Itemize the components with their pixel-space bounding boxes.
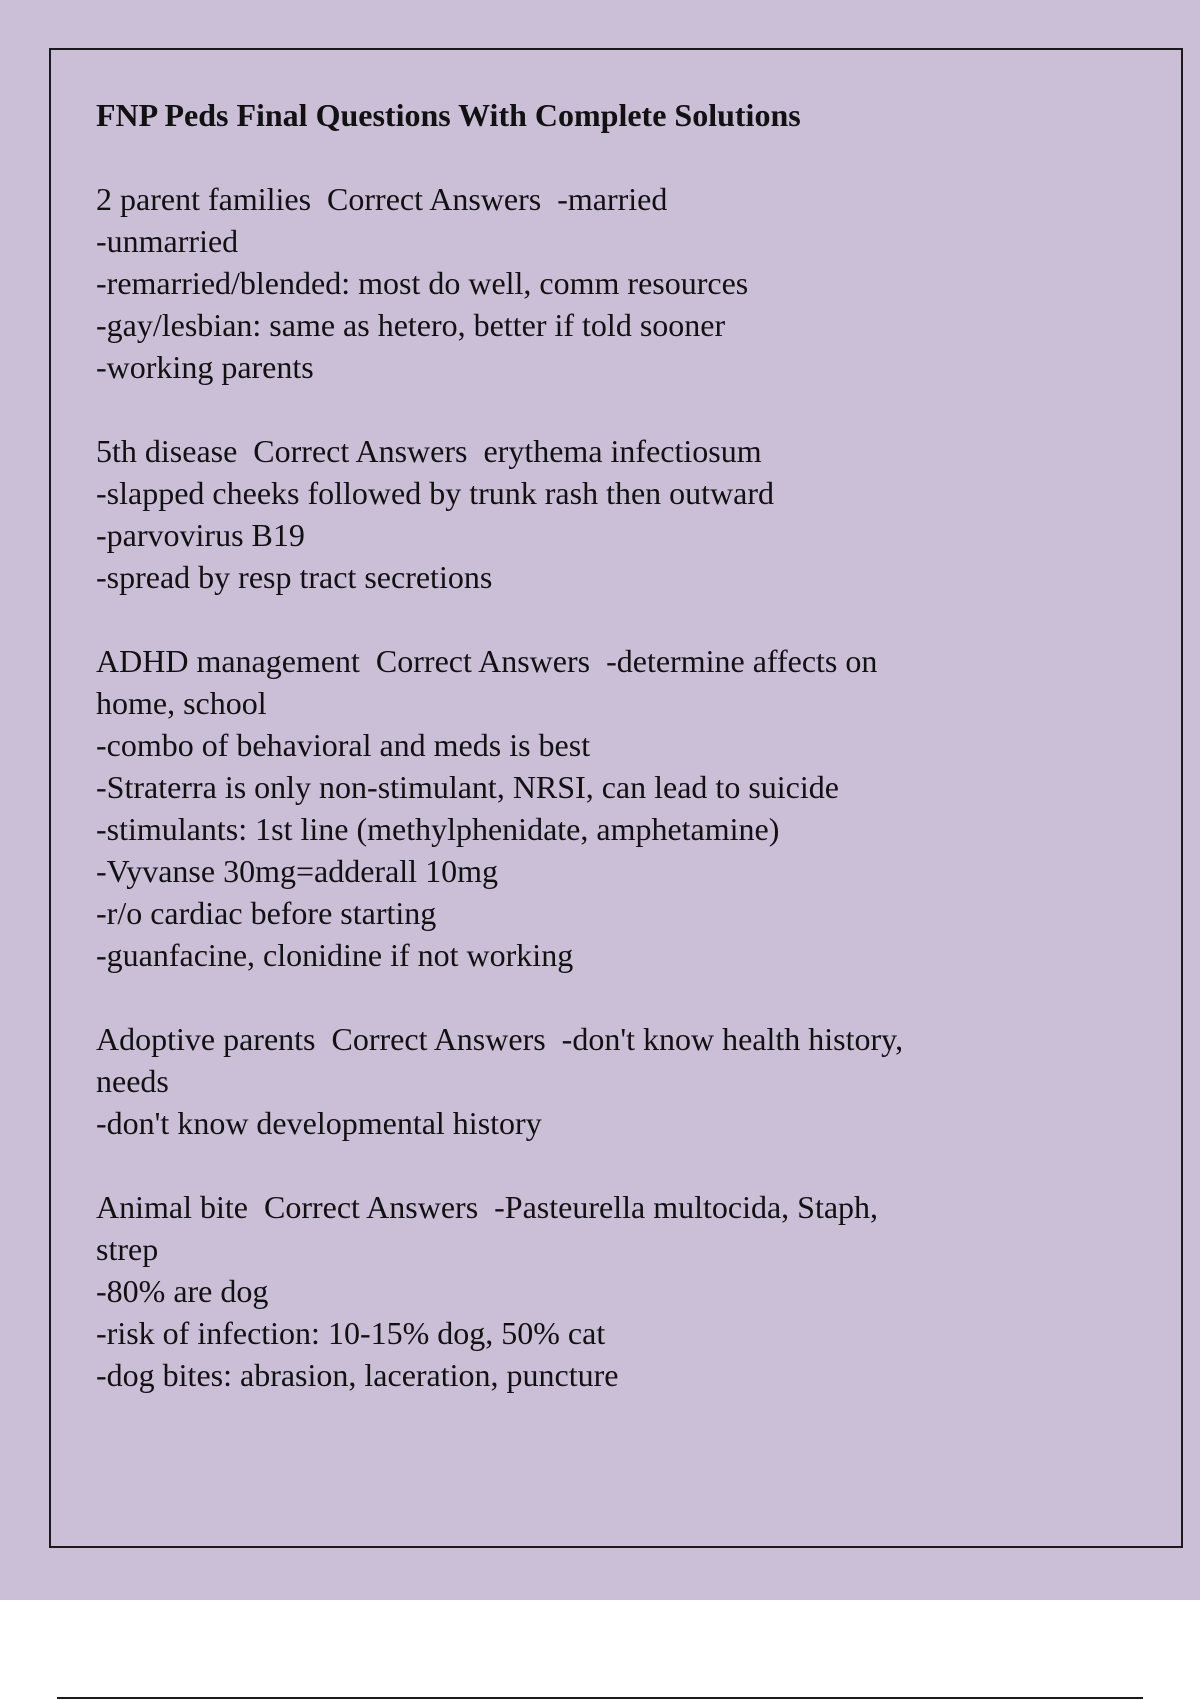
qa-line: ADHD management Correct Answers -determine affects on — [96, 643, 878, 679]
qa-entry-adhd-management — [96, 640, 1076, 976]
footer-divider — [57, 1697, 1143, 1699]
qa-line: 2 parent families Correct Answers -married — [96, 181, 668, 217]
qa-entry-5th-disease — [96, 430, 1076, 598]
qa-line: -guanfacine, clonidine if not working — [96, 937, 574, 973]
document-body — [96, 94, 1076, 1438]
qa-line: -unmarried — [96, 223, 239, 259]
qa-line: -parvovirus B19 — [96, 517, 305, 553]
qa-entry-animal-bite — [96, 1186, 1076, 1396]
qa-line: -slapped cheeks followed by trunk rash then outward — [96, 475, 775, 511]
qa-line: -gay/lesbian: same as hetero, better if told sooner — [96, 307, 726, 343]
qa-line: -dog bites: abrasion, laceration, puncture — [96, 1357, 619, 1393]
qa-line: -combo of behavioral and meds is best — [96, 727, 591, 763]
qa-entry-two-parent-families — [96, 178, 1076, 388]
qa-line: -80% are dog — [96, 1273, 269, 1309]
qa-line: -remarried/blended: most do well, comm resources — [96, 265, 749, 301]
qa-line: needs — [96, 1063, 169, 1099]
qa-line: -stimulants: 1st line (methylphenidate, amphetamine) — [96, 811, 780, 847]
qa-line: Animal bite Correct Answers -Pasteurella multocida, Staph, — [96, 1189, 879, 1225]
document-title: FNP Peds Final Questions With Complete Solutions — [96, 97, 801, 133]
qa-line: -spread by resp tract secretions — [96, 559, 493, 595]
qa-line: -risk of infection: 10-15% dog, 50% cat — [96, 1315, 606, 1351]
qa-line: -Straterra is only non-stimulant, NRSI, can lead to suicide — [96, 769, 839, 805]
qa-line: -Vyvanse 30mg=adderall 10mg — [96, 853, 498, 889]
qa-line: Adoptive parents Correct Answers -don't know health history, — [96, 1021, 904, 1057]
qa-line: 5th disease Correct Answers erythema infectiosum — [96, 433, 762, 469]
qa-line: -working parents — [96, 349, 314, 385]
qa-entry-adoptive-parents — [96, 1018, 1076, 1144]
qa-line: -r/o cardiac before starting — [96, 895, 437, 931]
qa-line: -don't know developmental history — [96, 1105, 542, 1141]
qa-line: strep — [96, 1231, 159, 1267]
qa-line: home, school — [96, 685, 267, 721]
